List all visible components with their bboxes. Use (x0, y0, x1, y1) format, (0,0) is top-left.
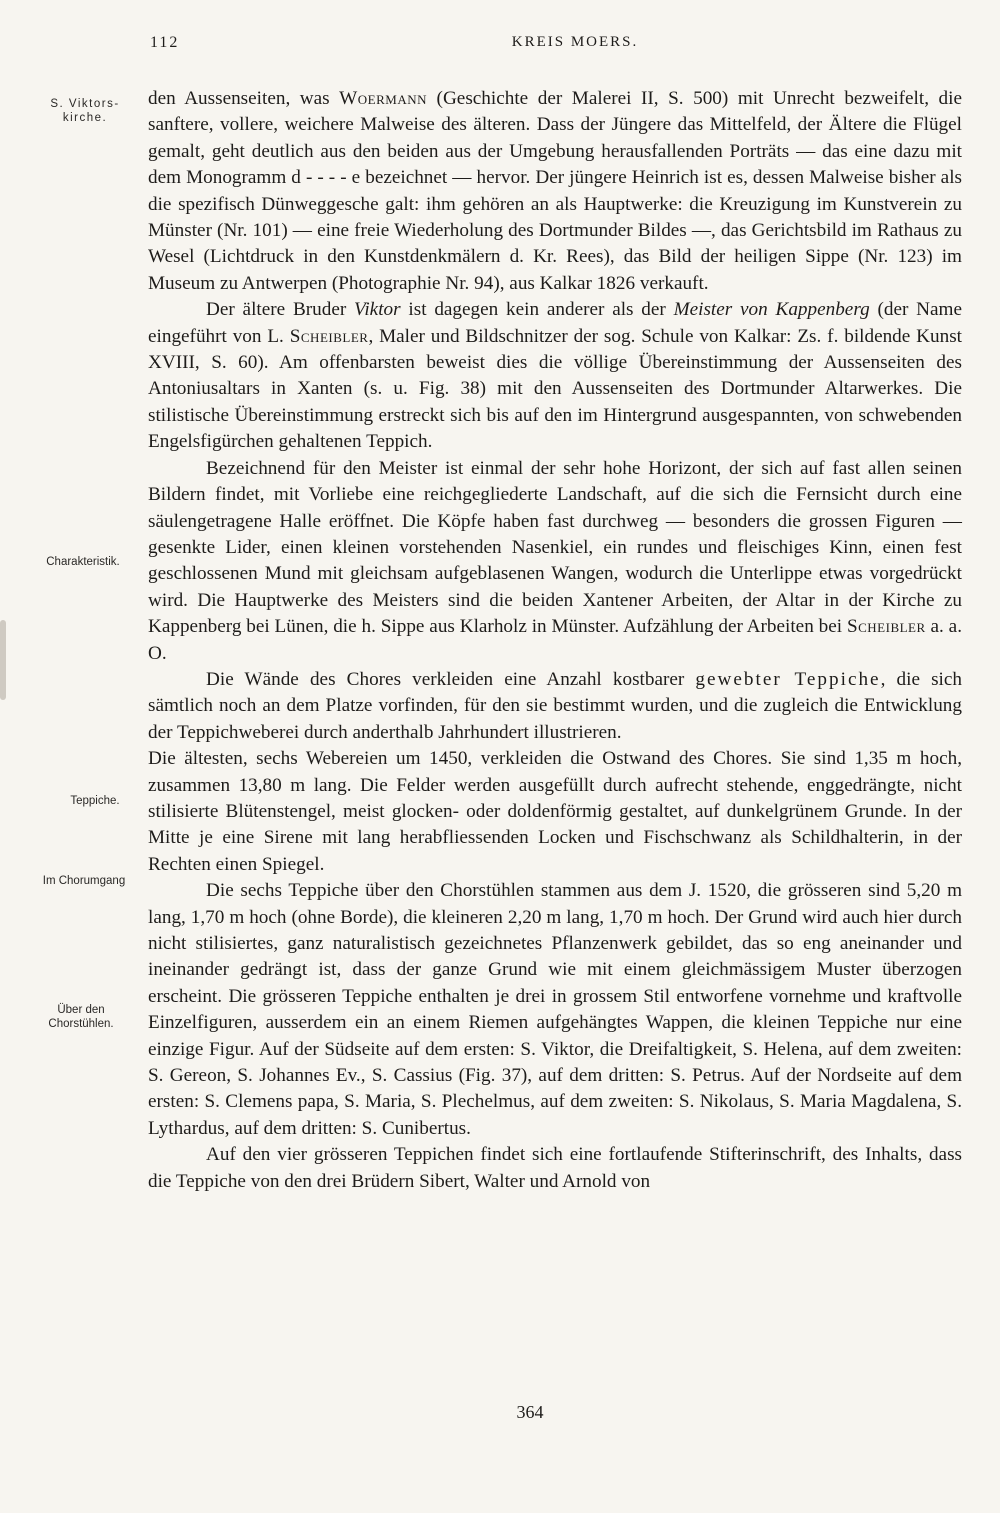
margin-note-chorstuehlen: Über den Chorstühlen. (48, 1004, 114, 1030)
paragraph-6: Die sechs Teppiche über den Chorstühlen stammen aus dem J. 1520, die grösseren sind 5,20 m lang, 1,70 m hoch (ohne Borde), die kleineren 2,20 m lang, 1,70 m hoch. Der Grund wird auch hier durch nicht stilisiertes, ganz naturalistisch gezeichnetes Pflanzenwerk gebildet, das so eng aneinander und ineinander gedrängt ist, dass der ganze Grund wie mit einem gleichmässigem Muster überzogen erscheint. Die grösseren Teppiche enthalten je drei in grossem Stil entworfene vornehme und kraftvolle Einzelfiguren, ausserdem ein an einem Riemen aufgehängtes Wappen, die kleinen Teppiche nur eine einzige Figur. Auf der Südseite auf dem ersten: S. Viktor, die Dreifaltigkeit, S. Helena, auf dem zweiten: S. Gereon, S. Johannes Ev., S. Cassius (Fig. 37), auf dem dritten: S. Petrus. Auf der Nordseite auf dem ersten: S. Clemens papa, S. Maria, S. Plechelmus, auf dem zweiten: S. Nikolaus, S. Maria Magdalena, S. Lythardus, auf dem dritten: S. Cunibertus. (148, 880, 962, 1139)
binding-shadow (0, 620, 6, 700)
margin-note-teppiche: Teppiche. (70, 795, 120, 807)
paragraph-3: Bezeichnend für den Meister ist einmal der sehr hohe Horizont, der sich auf fast allen seinen Bildern findet, mit Vorliebe eine reichgegliederte Landschaft, auf die sich die Fernsicht durch eine säulengetragene Halle eröffnet. Die Köpfe haben fast durchweg — besonders die grossen Figuren — gesenkte Lider, einen kleinen vorstehenden Nasenkiel, ein rundes und fleischiges Kinn, einen fest geschlossenen Mund mit gleichsam aufgeblasenen Wangen, wodurch die Unterlippe etwas vorgedrückt wird. Die Hauptwerke des Meisters sind die beiden Xantener Arbeiten, der Altar in der Kirche zu Kappenberg bei Lünen, die h. Sippe aus Klarholz in Münster. Aufzählung der Arbeiten bei Scheibler a. a. O. (148, 457, 962, 664)
running-title: KREIS MOERS. (511, 34, 639, 50)
paragraph-2: Der ältere Bruder Viktor ist dagegen kein anderer als der Meister von Kappenberg (der Name eingeführt von L. Scheibler, Maler und Bildschnitzer der sog. Schule von Kalkar: Zs. f. bildende Kunst XVIII, S. 60). Am offenbarsten beweist dies die völlige Übereinstimmung der Aussenseiten des Antoniusaltars in Xanten (s. u. Fig. 38) mit den Aussenseiten des Dortmunder Altarwerkes. Die stilistische Übereinstimmung erstreckt sich bis auf den im Hintergrund ausgespannten, von schwebenden Engelsfigürchen gehaltenen Teppich. (148, 299, 962, 453)
margin-note-charakteristik: Charakteristik. (46, 556, 120, 568)
margin-note-chorumgang: Im Chorumgang (42, 875, 126, 887)
paragraph-7: Auf den vier grösseren Teppichen findet sich eine fortlaufende Stifterinschrift, des Inhalts, dass die Teppiche von den drei Brüdern Sibert, Walter und Arnold von (148, 1144, 962, 1192)
paragraph-5: Die ältesten, sechs Webereien um 1450, verkleiden die Ostwand des Chores. Sie sind 1,35 m hoch, zusammen 13,80 m lang. Die Felder werden ausgefüllt durch aufrecht stehende, enggedrängte, nicht stilisierte Blütenstengel, meist glocken- oder doldenförmig gestaltet, auf dunkelgrünem Grunde. In der Mitte je eine Sirene mit lang herabfliessenden Locken und Fischschwanz als Schildhalterin, in der Rechten einen Spiegel. (148, 748, 962, 875)
main-text (148, 86, 962, 1195)
sheet-number: 364 (516, 1402, 544, 1422)
margin-note-viktorskirche: S. Viktors- kirche. (50, 98, 120, 124)
page-header (150, 34, 960, 58)
paragraph-4: Die Wände des Chores verkleiden eine Anzahl kostbarer gewebter Teppiche, die sich sämtlich noch an dem Platze vorfinden, für den sie bestimmt wurden, und die zugleich die Entwicklung der Teppichweberei durch anderthalb Jahrhundert illustrieren. (148, 668, 963, 743)
page-number: 112 (150, 34, 180, 51)
paragraph-1: den Aussenseiten, was Woermann (Geschichte der Malerei II, S. 500) mit Unrecht bezweifelt, die sanftere, vollere, weichere Malweise des älteren. Dass der Jüngere das Mittelfeld, der Ältere die Flügel gemalt, geht deutlich aus den beiden aus der Umgebung herausfallenden Porträts — das eine dazu mit dem Monogramm d - - - - e bezeichnet — hervor. Der jüngere Heinrich ist es, dessen Malweise bisher als die spezifisch Dünweggesche galt: ihm gehören an als Hauptwerke: die Kreuzigung im Kunstverein zu Münster (Nr. 101) — eine freie Wiederholung des Dortmunder Bildes —, das Gerichtsbild im Rathaus zu Wesel (Lichtdruck in den Kunstdenkmälern d. Kr. Rees), das Bild der heiligen Sippe (Nr. 123) im Museum zu Antwerpen (Photographie Nr. 94), aus Kalkar 1826 verkauft. (148, 88, 962, 294)
